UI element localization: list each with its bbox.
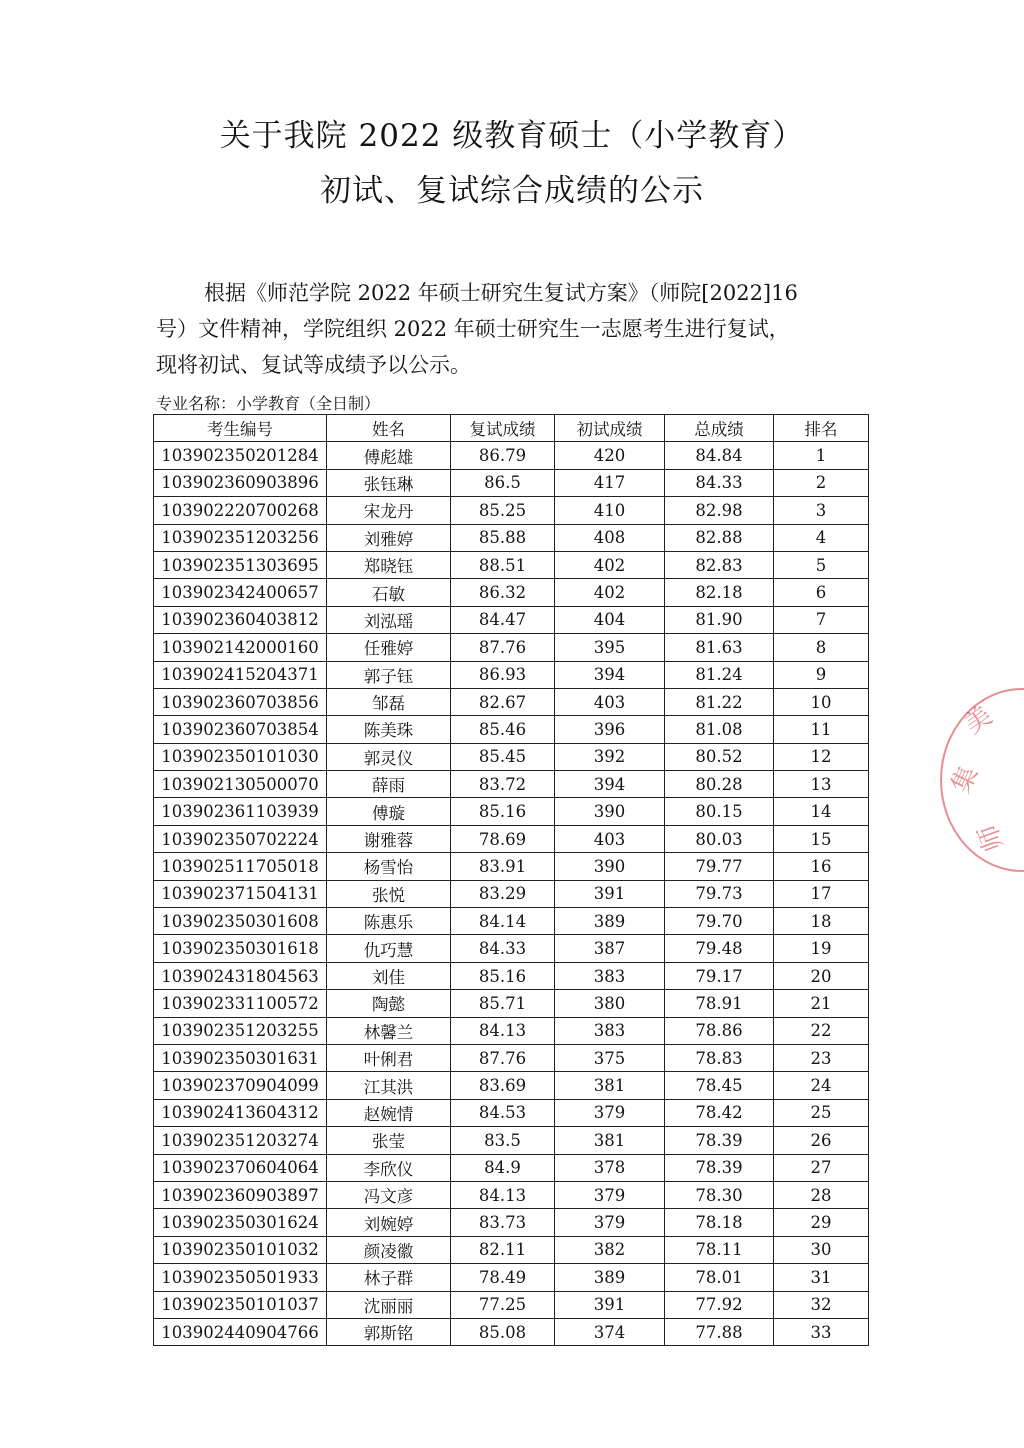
retest-score-cell: 85.45: [451, 743, 555, 770]
table-row: [154, 1099, 869, 1126]
candidate-id-cell: 103902360703854: [154, 716, 327, 743]
retest-score-cell: 82.67: [451, 688, 555, 715]
rank-cell: 5: [774, 551, 869, 578]
table-row: [154, 880, 869, 907]
candidate-id-cell: 103902350101030: [154, 743, 327, 770]
retest-score-cell: 84.9: [451, 1154, 555, 1181]
candidate-id-cell: 103902351203274: [154, 1127, 327, 1154]
candidate-id-cell: 103902350702224: [154, 825, 327, 852]
initial-score-cell: 402: [555, 579, 665, 606]
retest-score-cell: 83.69: [451, 1072, 555, 1099]
candidate-id-cell: 103902331100572: [154, 990, 327, 1017]
retest-score-cell: 84.13: [451, 1181, 555, 1208]
initial-score-cell: 379: [555, 1209, 665, 1236]
table-row: [154, 1181, 869, 1208]
rank-cell: 2: [774, 469, 869, 496]
name-cell: 林馨兰: [327, 1017, 451, 1044]
column-header: 总成绩: [665, 415, 774, 442]
name-cell: 谢雅蓉: [327, 825, 451, 852]
initial-score-cell: 381: [555, 1072, 665, 1099]
table-row: [154, 551, 869, 578]
candidate-id-cell: 103902220700268: [154, 497, 327, 524]
total-score-cell: 78.42: [665, 1099, 774, 1126]
initial-score-cell: 391: [555, 880, 665, 907]
table-row: [154, 1291, 869, 1318]
total-score-cell: 78.01: [665, 1264, 774, 1291]
seal-char: 美: [959, 700, 998, 741]
total-score-cell: 78.30: [665, 1181, 774, 1208]
candidate-id-cell: 103902370904099: [154, 1072, 327, 1099]
initial-score-cell: 402: [555, 551, 665, 578]
retest-score-cell: 86.5: [451, 469, 555, 496]
rank-cell: 3: [774, 497, 869, 524]
name-cell: 张钰琳: [327, 469, 451, 496]
rank-cell: 25: [774, 1099, 869, 1126]
retest-score-cell: 83.73: [451, 1209, 555, 1236]
table-row: [154, 1044, 869, 1071]
rank-cell: 9: [774, 661, 869, 688]
table-row: [154, 990, 869, 1017]
table-row: [154, 1236, 869, 1263]
table-row: [154, 908, 869, 935]
major-label: 专业名称：小学教育（全日制）: [156, 394, 381, 413]
initial-score-cell: 417: [555, 469, 665, 496]
retest-score-cell: 84.33: [451, 935, 555, 962]
total-score-cell: 80.52: [665, 743, 774, 770]
initial-score-cell: 391: [555, 1291, 665, 1318]
table-row: [154, 716, 869, 743]
document-title-line-1: 关于我院 2022 级教育硕士（小学教育）: [219, 118, 805, 154]
total-score-cell: 81.90: [665, 606, 774, 633]
retest-score-cell: 85.08: [451, 1318, 555, 1345]
name-cell: 刘雅婷: [327, 524, 451, 551]
total-score-cell: 81.63: [665, 634, 774, 661]
table-row: [154, 853, 869, 880]
rank-cell: 33: [774, 1318, 869, 1345]
rank-cell: 23: [774, 1044, 869, 1071]
retest-score-cell: 83.29: [451, 880, 555, 907]
name-cell: 冯文彦: [327, 1181, 451, 1208]
initial-score-cell: 382: [555, 1236, 665, 1263]
rank-cell: 24: [774, 1072, 869, 1099]
name-cell: 仇巧慧: [327, 935, 451, 962]
initial-score-cell: 396: [555, 716, 665, 743]
table-row: [154, 1264, 869, 1291]
intro-paragraph-line-2: 号）文件精神，学院组织 2022 年硕士研究生一志愿考生进行复试，: [156, 317, 790, 341]
total-score-cell: 78.39: [665, 1154, 774, 1181]
candidate-id-cell: 103902370604064: [154, 1154, 327, 1181]
retest-score-cell: 85.88: [451, 524, 555, 551]
name-cell: 杨雪怡: [327, 853, 451, 880]
initial-score-cell: 403: [555, 688, 665, 715]
table-row: [154, 442, 869, 469]
initial-score-cell: 375: [555, 1044, 665, 1071]
seal-char: 师: [972, 820, 1010, 855]
name-cell: 叶俐君: [327, 1044, 451, 1071]
rank-cell: 21: [774, 990, 869, 1017]
candidate-id-cell: 103902342400657: [154, 579, 327, 606]
name-cell: 刘泓瑶: [327, 606, 451, 633]
total-score-cell: 82.88: [665, 524, 774, 551]
retest-score-cell: 84.53: [451, 1099, 555, 1126]
name-cell: 颜凌徽: [327, 1236, 451, 1263]
initial-score-cell: 394: [555, 661, 665, 688]
candidate-id-cell: 103902440904766: [154, 1318, 327, 1345]
candidate-id-cell: 103902360903897: [154, 1181, 327, 1208]
table-row: [154, 1017, 869, 1044]
score-table: [153, 414, 869, 1346]
candidate-id-cell: 103902351303695: [154, 551, 327, 578]
name-cell: 赵婉情: [327, 1099, 451, 1126]
retest-score-cell: 84.47: [451, 606, 555, 633]
table-row: [154, 688, 869, 715]
candidate-id-cell: 103902361103939: [154, 798, 327, 825]
initial-score-cell: 389: [555, 908, 665, 935]
name-cell: 石敏: [327, 579, 451, 606]
initial-score-cell: 374: [555, 1318, 665, 1345]
initial-score-cell: 381: [555, 1127, 665, 1154]
candidate-id-cell: 103902371504131: [154, 880, 327, 907]
retest-score-cell: 78.69: [451, 825, 555, 852]
retest-score-cell: 77.25: [451, 1291, 555, 1318]
candidate-id-cell: 103902360403812: [154, 606, 327, 633]
name-cell: 沈丽丽: [327, 1291, 451, 1318]
retest-score-cell: 86.32: [451, 579, 555, 606]
total-score-cell: 79.17: [665, 962, 774, 989]
initial-score-cell: 403: [555, 825, 665, 852]
candidate-id-cell: 103902360703856: [154, 688, 327, 715]
initial-score-cell: 404: [555, 606, 665, 633]
table-row: [154, 962, 869, 989]
rank-cell: 30: [774, 1236, 869, 1263]
rank-cell: 20: [774, 962, 869, 989]
table-row: [154, 1154, 869, 1181]
initial-score-cell: 383: [555, 1017, 665, 1044]
table-row: [154, 771, 869, 798]
table-row: [154, 825, 869, 852]
total-score-cell: 78.18: [665, 1209, 774, 1236]
table-row: [154, 497, 869, 524]
candidate-id-cell: 103902142000160: [154, 634, 327, 661]
name-cell: 陶懿: [327, 990, 451, 1017]
total-score-cell: 84.84: [665, 442, 774, 469]
table-row: [154, 634, 869, 661]
rank-cell: 28: [774, 1181, 869, 1208]
candidate-id-cell: 103902350501933: [154, 1264, 327, 1291]
name-cell: 陈惠乐: [327, 908, 451, 935]
total-score-cell: 79.48: [665, 935, 774, 962]
rank-cell: 17: [774, 880, 869, 907]
table-body: [154, 442, 869, 1346]
name-cell: 薛雨: [327, 771, 451, 798]
rank-cell: 14: [774, 798, 869, 825]
total-score-cell: 77.88: [665, 1318, 774, 1345]
candidate-id-cell: 103902350301624: [154, 1209, 327, 1236]
retest-score-cell: 87.76: [451, 634, 555, 661]
column-header: 考生编号: [154, 415, 327, 442]
retest-score-cell: 86.79: [451, 442, 555, 469]
table-row: [154, 1127, 869, 1154]
initial-score-cell: 408: [555, 524, 665, 551]
retest-score-cell: 85.25: [451, 497, 555, 524]
rank-cell: 29: [774, 1209, 869, 1236]
rank-cell: 15: [774, 825, 869, 852]
name-cell: 张悦: [327, 880, 451, 907]
candidate-id-cell: 103902130500070: [154, 771, 327, 798]
total-score-cell: 81.24: [665, 661, 774, 688]
name-cell: 宋龙丹: [327, 497, 451, 524]
table-row: [154, 469, 869, 496]
table-row: [154, 661, 869, 688]
retest-score-cell: 78.49: [451, 1264, 555, 1291]
candidate-id-cell: 103902350301618: [154, 935, 327, 962]
rank-cell: 18: [774, 908, 869, 935]
candidate-id-cell: 103902351203255: [154, 1017, 327, 1044]
rank-cell: 8: [774, 634, 869, 661]
rank-cell: 6: [774, 579, 869, 606]
total-score-cell: 78.91: [665, 990, 774, 1017]
total-score-cell: 79.73: [665, 880, 774, 907]
retest-score-cell: 85.16: [451, 798, 555, 825]
name-cell: 张莹: [327, 1127, 451, 1154]
candidate-id-cell: 103902360903896: [154, 469, 327, 496]
total-score-cell: 78.86: [665, 1017, 774, 1044]
retest-score-cell: 83.72: [451, 771, 555, 798]
total-score-cell: 82.18: [665, 579, 774, 606]
name-cell: 林子群: [327, 1264, 451, 1291]
total-score-cell: 82.83: [665, 551, 774, 578]
rank-cell: 1: [774, 442, 869, 469]
table-header-row: [154, 415, 869, 442]
candidate-id-cell: 103902350301631: [154, 1044, 327, 1071]
table-row: [154, 1072, 869, 1099]
retest-score-cell: 84.13: [451, 1017, 555, 1044]
rank-cell: 13: [774, 771, 869, 798]
name-cell: 傅璇: [327, 798, 451, 825]
retest-score-cell: 85.46: [451, 716, 555, 743]
total-score-cell: 79.77: [665, 853, 774, 880]
retest-score-cell: 85.16: [451, 962, 555, 989]
table-row: [154, 1209, 869, 1236]
document-title-line-2: 初试、复试综合成绩的公示: [320, 173, 704, 209]
name-cell: 李欣仪: [327, 1154, 451, 1181]
table-row: [154, 798, 869, 825]
rank-cell: 26: [774, 1127, 869, 1154]
total-score-cell: 81.22: [665, 688, 774, 715]
retest-score-cell: 82.11: [451, 1236, 555, 1263]
retest-score-cell: 88.51: [451, 551, 555, 578]
rank-cell: 16: [774, 853, 869, 880]
total-score-cell: 84.33: [665, 469, 774, 496]
name-cell: 陈美珠: [327, 716, 451, 743]
rank-cell: 32: [774, 1291, 869, 1318]
retest-score-cell: 83.5: [451, 1127, 555, 1154]
table-row: [154, 524, 869, 551]
initial-score-cell: 390: [555, 798, 665, 825]
candidate-id-cell: 103902415204371: [154, 661, 327, 688]
candidate-id-cell: 103902350101037: [154, 1291, 327, 1318]
retest-score-cell: 85.71: [451, 990, 555, 1017]
candidate-id-cell: 103902431804563: [154, 962, 327, 989]
initial-score-cell: 420: [555, 442, 665, 469]
candidate-id-cell: 103902413604312: [154, 1099, 327, 1126]
seal-char: 集: [946, 761, 985, 798]
candidate-id-cell: 103902350201284: [154, 442, 327, 469]
total-score-cell: 80.28: [665, 771, 774, 798]
initial-score-cell: 378: [555, 1154, 665, 1181]
total-score-cell: 77.92: [665, 1291, 774, 1318]
table-row: [154, 579, 869, 606]
rank-cell: 19: [774, 935, 869, 962]
total-score-cell: 79.70: [665, 908, 774, 935]
rank-cell: 4: [774, 524, 869, 551]
rank-cell: 22: [774, 1017, 869, 1044]
table-row: [154, 743, 869, 770]
name-cell: 刘佳: [327, 962, 451, 989]
candidate-id-cell: 103902350101032: [154, 1236, 327, 1263]
name-cell: 郭子钰: [327, 661, 451, 688]
retest-score-cell: 83.91: [451, 853, 555, 880]
name-cell: 任雅婷: [327, 634, 451, 661]
total-score-cell: 78.45: [665, 1072, 774, 1099]
total-score-cell: 80.15: [665, 798, 774, 825]
retest-score-cell: 84.14: [451, 908, 555, 935]
table-row: [154, 1318, 869, 1345]
column-header: 姓名: [327, 415, 451, 442]
intro-paragraph-line-3: 现将初试、复试等成绩予以公示。: [156, 353, 471, 377]
retest-score-cell: 87.76: [451, 1044, 555, 1071]
initial-score-cell: 387: [555, 935, 665, 962]
rank-cell: 27: [774, 1154, 869, 1181]
candidate-id-cell: 103902350301608: [154, 908, 327, 935]
initial-score-cell: 392: [555, 743, 665, 770]
total-score-cell: 78.83: [665, 1044, 774, 1071]
initial-score-cell: 390: [555, 853, 665, 880]
initial-score-cell: 379: [555, 1099, 665, 1126]
total-score-cell: 78.39: [665, 1127, 774, 1154]
initial-score-cell: 410: [555, 497, 665, 524]
column-header: 复试成绩: [451, 415, 555, 442]
candidate-id-cell: 103902351203256: [154, 524, 327, 551]
initial-score-cell: 389: [555, 1264, 665, 1291]
initial-score-cell: 380: [555, 990, 665, 1017]
official-seal: [940, 688, 1024, 872]
retest-score-cell: 86.93: [451, 661, 555, 688]
name-cell: 郭斯铭: [327, 1318, 451, 1345]
name-cell: 郭灵仪: [327, 743, 451, 770]
table-row: [154, 935, 869, 962]
rank-cell: 12: [774, 743, 869, 770]
intro-paragraph-line-1: 根据《师范学院 2022 年硕士研究生复试方案》（师院[2022]16: [204, 281, 798, 305]
name-cell: 傅彪雄: [327, 442, 451, 469]
candidate-id-cell: 103902511705018: [154, 853, 327, 880]
column-header: 排名: [774, 415, 869, 442]
total-score-cell: 81.08: [665, 716, 774, 743]
rank-cell: 10: [774, 688, 869, 715]
total-score-cell: 80.03: [665, 825, 774, 852]
total-score-cell: 78.11: [665, 1236, 774, 1263]
initial-score-cell: 383: [555, 962, 665, 989]
rank-cell: 11: [774, 716, 869, 743]
column-header: 初试成绩: [555, 415, 665, 442]
initial-score-cell: 394: [555, 771, 665, 798]
rank-cell: 31: [774, 1264, 869, 1291]
name-cell: 郑晓钰: [327, 551, 451, 578]
name-cell: 邹磊: [327, 688, 451, 715]
initial-score-cell: 379: [555, 1181, 665, 1208]
table-row: [154, 606, 869, 633]
name-cell: 江其洪: [327, 1072, 451, 1099]
rank-cell: 7: [774, 606, 869, 633]
initial-score-cell: 395: [555, 634, 665, 661]
total-score-cell: 82.98: [665, 497, 774, 524]
name-cell: 刘婉婷: [327, 1209, 451, 1236]
